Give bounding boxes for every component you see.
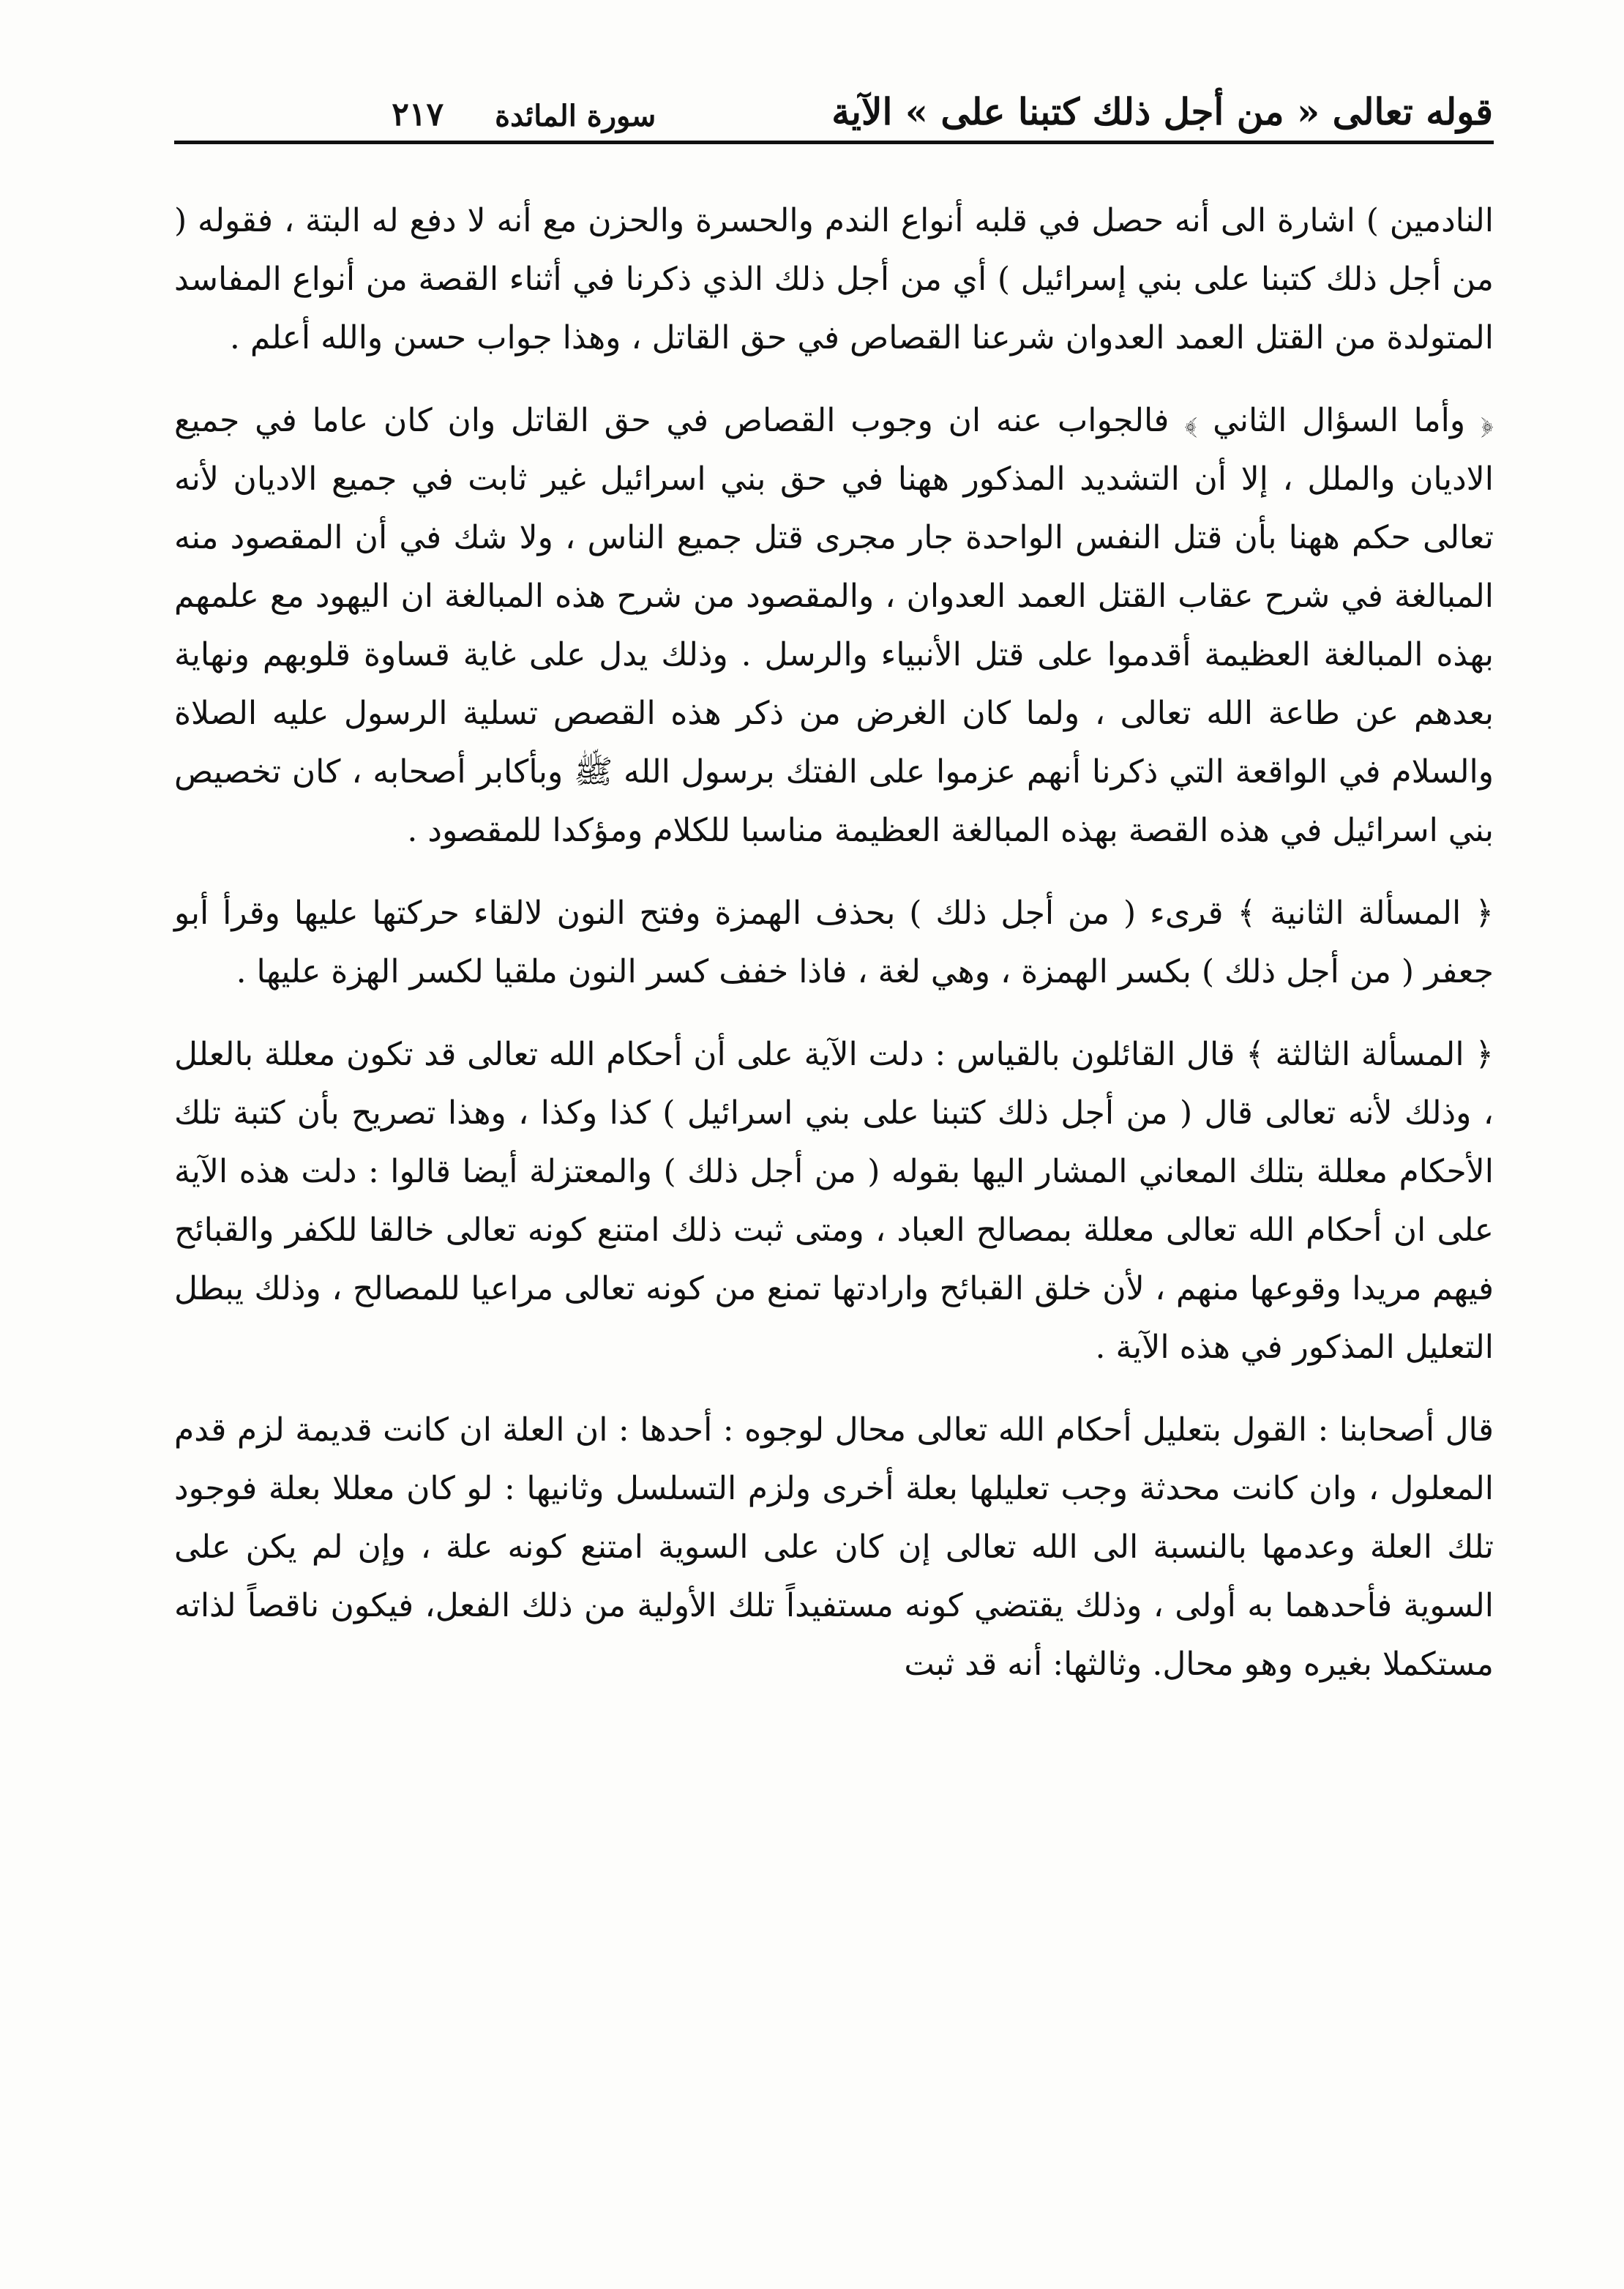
- paragraph: قال أصحابنا : القول بتعليل أحكام الله تعالى محال لوجوه : أحدها : ان العلة ان كانت قديمة لزم قدم المعلول ، وان كانت محدثة وجب تعليلها بعلة أخرى ولزم التسلسل وثانيها : لو كان معللا بعلة فوجود تلك العلة وعدمها بالنسبة الى الله تعالى إن كان على السوية امتنع كونه علة ، وإن لم يكن على السوية فأحدهما به أولى ، وذلك يقتضي كونه مستفيداً تلك الأولية من ذلك الفعل، فيكون ناقصاً لذاته مستكملا بغيره وهو محال. وثالثها: أنه قد ثبت: [174, 1411, 1494, 1683]
- header-rule: [174, 141, 1494, 144]
- paragraph: النادمين ) اشارة الى أنه حصل في قلبه أنواع الندم والحسرة والحزن مع أنه لا دفع له البتة ، فقوله ( من أجل ذلك كتبنا على بني إسرائيل ) أي من أجل ذلك الذي ذكرنا في أثناء القصة من أنواع المفاسد المتولدة من القتل العمد العدوان شرعنا القصاص في حق القاتل ، وهذا جواب حسن والله أعلم .: [174, 202, 1494, 356]
- paragraph: ﴿ المسألة الثانية ﴾ قرىء ( من أجل ذلك ) بحذف الهمزة وفتح النون لالقاء حركتها عليها وقرأ أبو جعفر ( من أجل ذلك ) بكسر الهمزة ، وهي لغة ، فاذا خفف كسر النون ملقيا لكسر الهزة عليها .: [174, 895, 1494, 990]
- running-title: قوله تعالى « من أجل ذلك كتبنا على » الآية: [831, 90, 1493, 133]
- paragraph: ﴿ المسألة الثالثة ﴾ قال القائلون بالقياس : دلت الآية على أن أحكام الله تعالى قد تكون معللة بالعلل ، وذلك لأنه تعالى قال ( من أجل ذلك كتبنا على بني اسرائيل ) كذا وكذا ، وهذا تصريح بأن كتبة تلك الأحكام معللة بتلك المعاني المشار اليها بقوله ( من أجل ذلك ) والمعتزلة أيضا قالوا : دلت هذه الآية على ان أحكام الله تعالى معللة بمصالح العباد ، ومتى ثبت ذلك امتنع كونه تعالى خالقا للكفر والقبائح فيهم مريدا وقوعها منهم ، لأن خلق القبائح وارادتها تمنع من كونه تعالى مراعيا للمصالح ، وذلك يبطل التعليل المذكور في هذه الآية .: [174, 1036, 1494, 1366]
- page-number: ٢١٧: [392, 96, 444, 133]
- surah-name: سورة المائدة: [495, 99, 656, 133]
- paragraph: ﴿ وأما السؤال الثاني ﴾ فالجواب عنه ان وجوب القصاص في حق القاتل وان كان عاما في جميع الاديان والملل ، إلا أن التشديد المذكور ههنا في حق بني اسرائيل غير ثابت في جميع الاديان لأنه تعالى حكم ههنا بأن قتل النفس الواحدة جار مجرى قتل جميع الناس ، ولا شك في أن المقصود منه المبالغة في شرح عقاب القتل العمد العدوان ، والمقصود من شرح هذه المبالغة ان اليهود مع علمهم بهذه المبالغة العظيمة أقدموا على قتل الأنبياء والرسل . وذلك يدل على غاية قساوة قلوبهم ونهاية بعدهم عن طاعة الله تعالى ، ولما كان الغرض من ذكر هذه القصص تسلية الرسول عليه الصلاة والسلام في الواقعة التي ذكرنا أنهم عزموا على الفتك برسول الله ﷺ وبأكابر أصحابه ، كان تخصيص بني اسرائيل في هذه القصة بهذه المبالغة العظيمة مناسبا للكلام ومؤكدا للمقصود .: [174, 402, 1494, 849]
- page-header: [183, 67, 1493, 133]
- body-text: [174, 192, 1494, 1718]
